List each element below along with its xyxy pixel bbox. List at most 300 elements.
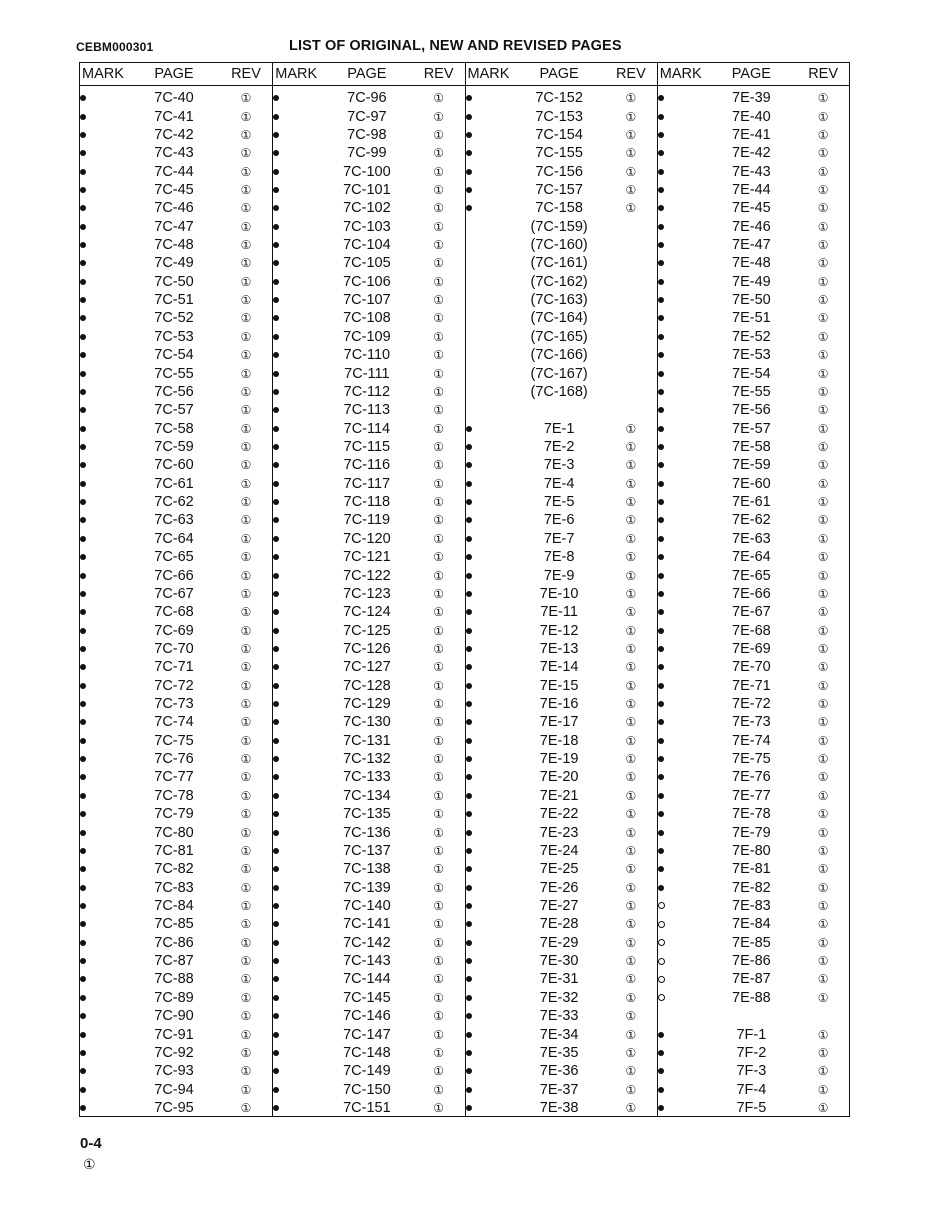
page-cell: 7F-3 [736, 1063, 767, 1080]
rev-cell: ① [817, 898, 829, 913]
mark-cell [273, 1032, 321, 1038]
rev-cell: ① [433, 954, 444, 969]
filled-bullet-icon [273, 389, 279, 395]
table-header [80, 63, 272, 86]
mark-cell [273, 334, 321, 340]
mark-cell [466, 187, 514, 193]
filled-bullet-icon [80, 95, 86, 101]
rev-cell: ① [817, 807, 829, 822]
page-cell: 7C-104 [343, 237, 391, 254]
mark-cell [658, 426, 706, 432]
filled-bullet-icon [273, 499, 279, 505]
rev-cell: ① [240, 329, 252, 344]
rev-cell: ① [433, 201, 444, 216]
filled-bullet-icon [658, 279, 664, 285]
mark-cell [466, 1050, 514, 1056]
mark-cell [273, 187, 321, 193]
rev-cell: ① [433, 770, 444, 785]
table-row [658, 199, 849, 217]
mark-cell [80, 132, 128, 138]
page-cell: 7C-118 [343, 494, 391, 511]
mark-cell [80, 1013, 128, 1019]
mark-cell [80, 664, 128, 670]
mark-cell [658, 646, 706, 652]
table-row [658, 878, 849, 896]
mark-cell [658, 756, 706, 762]
rev-cell: ① [817, 678, 829, 693]
filled-bullet-icon [466, 132, 472, 138]
page-cell: 7C-124 [343, 604, 391, 621]
mark-cell [466, 646, 514, 652]
table-row [273, 1080, 464, 1098]
rev-cell: ① [625, 164, 637, 179]
page-cell: 7C-43 [154, 145, 194, 162]
filled-bullet-icon [658, 389, 664, 395]
page-cell: 7C-44 [154, 163, 194, 180]
filled-bullet-icon [658, 536, 664, 542]
rev-cell: ① [433, 476, 444, 491]
page-cell: 7E-1 [543, 420, 575, 437]
table-row [273, 842, 464, 860]
mark-cell [273, 848, 321, 854]
rev-cell: ① [625, 568, 637, 583]
mark-cell [466, 628, 514, 634]
mark-cell [273, 774, 321, 780]
mark-cell [658, 444, 706, 450]
table-row [658, 787, 849, 805]
table-row [80, 787, 272, 805]
page-cell: 7F-1 [736, 1026, 767, 1043]
mark-cell [466, 683, 514, 689]
filled-bullet-icon [658, 444, 664, 450]
page-title: LIST OF ORIGINAL, NEW AND REVISED PAGES [289, 38, 622, 54]
mark-cell [80, 407, 128, 413]
table-row [80, 383, 272, 401]
mark-cell [658, 609, 706, 615]
table-row [466, 309, 657, 327]
table-row [80, 566, 272, 584]
page-cell: 7C-139 [343, 879, 391, 896]
mark-cell [273, 719, 321, 725]
mark-cell [80, 811, 128, 817]
page-cell: 7E-8 [543, 549, 575, 566]
rev-cell: ① [240, 476, 252, 491]
mark-cell [80, 315, 128, 321]
rev-cell: ① [240, 91, 252, 106]
page-cell: 7E-51 [732, 310, 771, 327]
page-cell: 7C-108 [343, 310, 391, 327]
mark-cell [466, 536, 514, 542]
page-cell: 7C-73 [154, 696, 194, 713]
page-cell: 7E-74 [732, 732, 771, 749]
rev-cell: ① [433, 293, 444, 308]
rev-cell: ① [433, 1100, 444, 1115]
page-cell: 7E-68 [732, 622, 771, 639]
page-cell: 7C-129 [343, 696, 391, 713]
page-cell: 7C-107 [343, 292, 391, 309]
table-row [273, 934, 464, 952]
table-row [658, 970, 849, 988]
rev-cell: ① [240, 109, 252, 124]
filled-bullet-icon [273, 371, 279, 377]
rev-cell: ① [817, 715, 829, 730]
page-cell: 7E-85 [732, 934, 771, 951]
mark-cell [273, 958, 321, 964]
rev-cell: ① [240, 366, 252, 381]
page-cell: 7E-67 [732, 604, 771, 621]
filled-bullet-icon [273, 573, 279, 579]
page-cell: 7C-100 [343, 163, 391, 180]
table-row [80, 1007, 272, 1025]
rev-cell: ① [625, 935, 637, 950]
rev-cell: ① [817, 917, 829, 932]
filled-bullet-icon [466, 628, 472, 634]
table-row [466, 273, 657, 291]
filled-bullet-icon [273, 205, 279, 211]
mark-cell [80, 1068, 128, 1074]
page-cell: 7E-36 [539, 1063, 579, 1080]
mark-cell [273, 205, 321, 211]
table-row [80, 236, 272, 254]
table-row [273, 1044, 464, 1062]
page-cell: 7E-73 [732, 714, 771, 731]
page-cell: 7C-153 [535, 108, 583, 125]
filled-bullet-icon [466, 921, 472, 927]
page-cell: 7E-39 [732, 90, 771, 107]
mark-cell [80, 940, 128, 946]
page-cell: 7C-151 [343, 1099, 391, 1116]
page-cell: 7C-110 [343, 347, 391, 364]
filled-bullet-icon [466, 664, 472, 670]
page-cell: 7C-113 [343, 402, 391, 419]
rev-cell: ① [817, 843, 829, 858]
table-column-group [657, 63, 849, 1116]
filled-bullet-icon [658, 499, 664, 505]
rev-cell: ① [433, 1009, 444, 1024]
filled-bullet-icon [658, 352, 664, 358]
rev-cell: ① [240, 182, 252, 197]
revision-table [79, 62, 850, 1117]
table-row [658, 254, 849, 272]
table-row [273, 750, 464, 768]
table-row [80, 640, 272, 658]
filled-bullet-icon [273, 426, 279, 432]
page-cell: 7C-59 [154, 439, 194, 455]
filled-bullet-icon [466, 793, 472, 799]
filled-bullet-icon [273, 646, 279, 652]
rev-cell: ① [433, 972, 444, 987]
filled-bullet-icon [466, 1068, 472, 1074]
filled-bullet-icon [80, 1105, 86, 1111]
rev-cell: ① [625, 109, 637, 124]
rev-cell: ① [817, 623, 829, 638]
rev-cell: ① [625, 788, 637, 803]
table-row [273, 475, 464, 493]
table-row [273, 878, 464, 896]
filled-bullet-icon [80, 334, 86, 340]
table-row [273, 181, 464, 199]
rev-cell: ① [240, 880, 252, 895]
page-cell: 7E-84 [732, 916, 771, 933]
page-cell: 7C-121 [343, 549, 391, 566]
rev-cell: ① [817, 1082, 829, 1097]
mark-cell [273, 224, 321, 230]
filled-bullet-icon [273, 995, 279, 1001]
mark-cell [273, 793, 321, 799]
filled-bullet-icon [80, 719, 86, 725]
rev-cell: ① [433, 440, 444, 454]
page-cell: 7F-5 [736, 1099, 767, 1116]
table-row [466, 126, 657, 144]
table-row [80, 842, 272, 860]
table-row [80, 218, 272, 236]
rev-cell: ① [240, 862, 252, 877]
page-cell: 7E-27 [539, 897, 579, 914]
rev-cell: ① [240, 513, 252, 528]
table-row [658, 456, 849, 474]
rev-cell: ① [625, 1027, 637, 1042]
filled-bullet-icon [273, 664, 279, 670]
table-row [658, 162, 849, 180]
page-cell: 7E-82 [732, 879, 771, 896]
page-cell: 7C-80 [154, 824, 194, 841]
mark-cell [273, 150, 321, 156]
table-row [273, 805, 464, 823]
rev-cell: ① [433, 495, 444, 510]
page-cell: 7C-141 [343, 916, 391, 933]
rev-cell: ① [817, 458, 829, 473]
table-row [466, 897, 657, 915]
mark-cell [658, 95, 706, 101]
page-cell: 7E-12 [539, 622, 579, 639]
rev-cell: ① [625, 146, 637, 161]
filled-bullet-icon [658, 114, 664, 120]
header-rev: REV [615, 66, 646, 82]
page-cell: 7E-18 [539, 732, 579, 749]
table-row [80, 805, 272, 823]
table-row [658, 1099, 849, 1117]
rev-cell: ① [625, 421, 637, 436]
rev-cell: ① [240, 770, 252, 785]
mark-cell [80, 774, 128, 780]
mark-cell [80, 848, 128, 854]
filled-bullet-icon [80, 169, 86, 175]
table-row [658, 566, 849, 584]
table-row [466, 1007, 657, 1025]
filled-bullet-icon [466, 683, 472, 689]
table-row [466, 1080, 657, 1098]
filled-bullet-icon [658, 95, 664, 101]
filled-bullet-icon [658, 591, 664, 597]
filled-bullet-icon [658, 371, 664, 377]
rev-cell: ① [817, 733, 829, 748]
filled-bullet-icon [273, 150, 279, 156]
mark-cell [466, 169, 514, 175]
page-cell: 7E-76 [732, 769, 771, 786]
filled-bullet-icon [80, 352, 86, 358]
filled-bullet-icon [658, 628, 664, 634]
filled-bullet-icon [658, 407, 664, 413]
page-cell: 7E-25 [539, 861, 579, 878]
table-row [466, 989, 657, 1007]
table-row [273, 677, 464, 695]
table-row [273, 566, 464, 584]
rev-cell: ① [433, 109, 444, 124]
page-cell: 7C-75 [154, 732, 194, 749]
table-row [273, 915, 464, 933]
page-cell: 7E-58 [732, 439, 771, 455]
mark-cell [466, 958, 514, 964]
table-row [466, 383, 657, 401]
table-row [466, 768, 657, 786]
table-row [273, 640, 464, 658]
page-cell: 7E-19 [539, 751, 579, 768]
page-cell: 7E-21 [539, 787, 579, 804]
rev-cell: ① [817, 1064, 829, 1079]
rev-cell: ① [625, 1064, 637, 1079]
mark-cell [466, 995, 514, 1001]
table-row [273, 658, 464, 676]
rev-cell: ① [433, 1082, 444, 1097]
mark-cell [466, 554, 514, 560]
mark-cell [80, 352, 128, 358]
mark-cell [466, 609, 514, 615]
table-row [466, 364, 657, 382]
filled-bullet-icon [80, 573, 86, 579]
page-cell: 7C-136 [343, 824, 391, 841]
mark-cell [273, 462, 321, 468]
rev-cell: ① [817, 403, 829, 418]
rev-cell: ① [240, 954, 252, 969]
rev-cell: ① [433, 623, 444, 638]
rev-cell: ① [625, 678, 637, 693]
filled-bullet-icon [273, 536, 279, 542]
rev-cell: ① [433, 715, 444, 730]
page-cell: 7C-143 [343, 953, 391, 970]
filled-bullet-icon [658, 224, 664, 230]
mark-cell [80, 499, 128, 505]
mark-cell [658, 811, 706, 817]
rev-cell: ① [433, 898, 444, 913]
mark-cell [273, 830, 321, 836]
mark-cell [273, 169, 321, 175]
mark-cell [466, 1105, 514, 1111]
filled-bullet-icon [466, 1013, 472, 1019]
rev-cell: ① [625, 127, 637, 142]
mark-cell [273, 1087, 321, 1093]
table-row [466, 530, 657, 548]
page-cell: 7E-16 [539, 696, 579, 713]
filled-bullet-icon [466, 848, 472, 854]
rev-cell: ① [433, 568, 444, 583]
rev-cell: ① [625, 201, 637, 216]
page-cell: 7C-114 [343, 420, 391, 437]
rev-cell: ① [817, 954, 829, 969]
table-row [273, 218, 464, 236]
rev-cell: ① [817, 238, 829, 253]
rev-cell: ① [240, 1027, 252, 1042]
table-row [466, 346, 657, 364]
table-row [273, 585, 464, 603]
mark-cell [658, 921, 706, 928]
rev-cell: ① [625, 954, 637, 969]
table-row [466, 236, 657, 254]
mark-cell [466, 481, 514, 487]
rev-cell: ① [240, 311, 252, 326]
rev-cell: ① [433, 458, 444, 473]
page-cell: 7E-38 [539, 1099, 579, 1116]
page-cell: 7C-87 [154, 953, 194, 970]
page-cell: 7C-50 [154, 273, 194, 290]
page-cell: 7C-115 [343, 439, 391, 455]
revision-mark: ① [83, 1156, 96, 1172]
page-cell: 7F-2 [736, 1044, 767, 1061]
filled-bullet-icon [466, 866, 472, 872]
page-cell: 7C-72 [154, 677, 194, 694]
rev-cell: ① [240, 623, 252, 638]
mark-cell [658, 793, 706, 799]
filled-bullet-icon [80, 1068, 86, 1074]
filled-bullet-icon [273, 444, 279, 450]
rev-cell: ① [817, 91, 829, 106]
mark-cell [658, 866, 706, 872]
mark-cell [466, 848, 514, 854]
filled-bullet-icon [80, 1087, 86, 1093]
mark-cell [466, 462, 514, 468]
page-cell: 7C-111 [344, 365, 390, 382]
mark-cell [80, 1032, 128, 1038]
table-row [80, 438, 272, 456]
rev-cell: ① [433, 127, 444, 142]
filled-bullet-icon [466, 536, 472, 542]
filled-bullet-icon [80, 885, 86, 891]
table-row [466, 732, 657, 750]
filled-bullet-icon [273, 591, 279, 597]
rev-cell: ① [240, 586, 252, 601]
filled-bullet-icon [466, 995, 472, 1001]
mark-cell [80, 830, 128, 836]
table-row [273, 89, 464, 107]
page-cell: 7C-41 [154, 108, 194, 125]
table-row [80, 823, 272, 841]
mark-cell [273, 260, 321, 266]
mark-cell [273, 481, 321, 487]
mark-cell [658, 371, 706, 377]
rev-cell: ① [240, 1009, 252, 1024]
rev-cell: ① [433, 311, 444, 326]
mark-cell [658, 1105, 706, 1111]
filled-bullet-icon [80, 444, 86, 450]
table-row [658, 640, 849, 658]
table-row [658, 89, 849, 107]
mark-cell [80, 242, 128, 248]
header-rev: REV [808, 66, 839, 82]
page-cell: 7E-26 [539, 879, 579, 896]
table-row [658, 805, 849, 823]
page-cell: 7C-57 [154, 402, 194, 419]
table-row [80, 658, 272, 676]
table-row [273, 970, 464, 988]
mark-cell [80, 719, 128, 725]
table-row [658, 530, 849, 548]
filled-bullet-icon [80, 279, 86, 285]
filled-bullet-icon [80, 866, 86, 872]
mark-cell [466, 132, 514, 138]
page-cell: 7F-4 [736, 1081, 767, 1098]
page-cell: (7C-162) [530, 273, 588, 290]
rev-cell: ① [240, 164, 252, 179]
filled-bullet-icon [466, 95, 472, 101]
